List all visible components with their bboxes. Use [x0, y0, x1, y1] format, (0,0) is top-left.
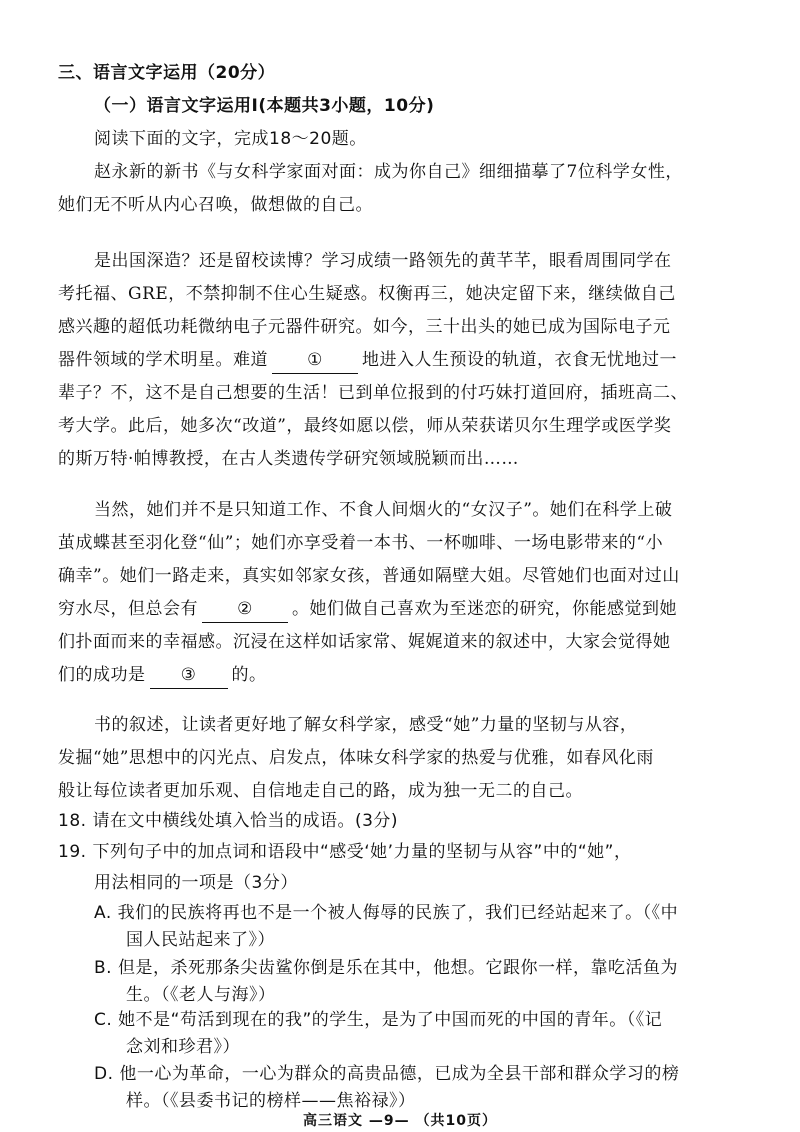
- passage-text: 器件领域的学术明星。难道: [58, 350, 268, 370]
- page-footer: 高三语文 —9— （共10页）: [303, 1113, 497, 1129]
- question-19: 19. 下列句子中的加点词和语段中“感受‘她’力量的坚韧与从容”中的“她”，: [58, 842, 632, 862]
- option-d: D. 他一心为革命，一心为群众的高贵品德，已成为全县干部和群众学习的榜: [94, 1064, 680, 1084]
- passage-line: 们扑面而来的幸福感。沉浸在这样如话家常、娓娓道来的叙述中，大家会觉得她: [58, 632, 671, 652]
- passage-line: 的斯万特·帕博教授，在古人类遗传学研究领域脱颖而出……: [58, 449, 519, 469]
- option-c-continued: 念刘和珍君》）: [126, 1037, 240, 1057]
- blank-3: ③: [150, 662, 228, 689]
- passage-line: 辈子？不，这不是自己想要的生活！已到单位报到的付巧妹打道回府，插班高二、: [58, 383, 688, 403]
- option-b: B. 但是，杀死那条尖齿鲨你倒是乐在其中，他想。它跟你一样，靠吃活鱼为: [94, 958, 678, 978]
- passage-line: 当然，她们并不是只知道工作、不食人间烟火的“女汉子”。她们在科学上破: [94, 500, 673, 520]
- passage-line: 感兴趣的超低功耗微纳电子元器件研究。如今，三十出头的她已成为国际电子元: [58, 317, 671, 337]
- passage-line-with-blank: [58, 594, 677, 624]
- passage-line: 确幸”。她们一路走来，真实如邻家女孩，普通如隔壁大姐。尽管她们也面对过山: [58, 566, 680, 586]
- passage-line: 书的叙述，让读者更好地了解女科学家，感受“她”力量的坚韧与从容，: [94, 715, 638, 735]
- passage-line: 是出国深造？还是留校读博？学习成绩一路领先的黄芊芊，眼看周围同学在: [94, 251, 672, 271]
- option-a-continued: 国人民站起来了》）: [126, 930, 275, 950]
- passage-text: 们的成功是: [58, 665, 146, 685]
- sub-section-title: （一）语言文字运用Ⅰ(本题共3小题，10分): [94, 96, 435, 116]
- passage-line: 考大学。此后，她多次“改道”，最终如愿以偿，师从荣获诺贝尔生理学或医学奖: [58, 416, 672, 436]
- passage-line: 她们无不听从内心召唤，做想做的自己。: [58, 195, 373, 215]
- option-c: C. 她不是“苟活到现在的我”的学生，是为了中国而死的中国的青年。（《记: [94, 1010, 663, 1030]
- instruction: 阅读下面的文字，完成18～20题。: [94, 129, 367, 149]
- passage-line: 茧成蝶甚至羽化登“仙”；她们亦享受着一本书、一杯咖啡、一场电影带来的“小: [58, 533, 664, 553]
- passage-line: 般让每位读者更加乐观、自信地走自己的路，成为独一无二的自己。: [58, 781, 583, 801]
- passage-line: 赵永新的新书《与女科学家面对面：成为你自己》细细描摹了7位科学女性，: [94, 162, 683, 182]
- blank-2: ②: [202, 596, 288, 623]
- question-18: 18. 请在文中横线处填入恰当的成语。(3分): [58, 811, 399, 831]
- passage-text: 穷水尽，但总会有: [58, 599, 198, 619]
- passage-text: 地进入人生预设的轨道，衣食无忧地过一: [362, 350, 677, 370]
- passage-line: 发掘“她”思想中的闪光点、启发点，体味女科学家的热爱与优雅，如春风化雨: [58, 748, 654, 768]
- question-19-continued: 用法相同的一项是（3分）: [94, 873, 298, 893]
- passage-line-with-blank: [58, 345, 677, 375]
- option-b-continued: 生。（《老人与海》）: [126, 985, 276, 1005]
- blank-1: ①: [272, 347, 358, 374]
- passage-text: 。她们做自己喜欢为至迷恋的研究，你能感觉到她: [292, 599, 677, 619]
- section-title: 三、语言文字运用（20分）: [58, 63, 276, 83]
- passage-text: 的。: [231, 665, 267, 685]
- passage-line-with-blank: [58, 660, 267, 690]
- option-d-continued: 样。（《县委书记的榜样——焦裕禄》）: [126, 1091, 416, 1111]
- passage-line: 考托福、GRE，不禁抑制不住心生疑惑。权衡再三，她决定留下来，继续做自己: [58, 284, 676, 304]
- option-a: A. 我们的民族将再也不是一个被人侮辱的民族了，我们已经站起来了。（《中: [94, 903, 679, 923]
